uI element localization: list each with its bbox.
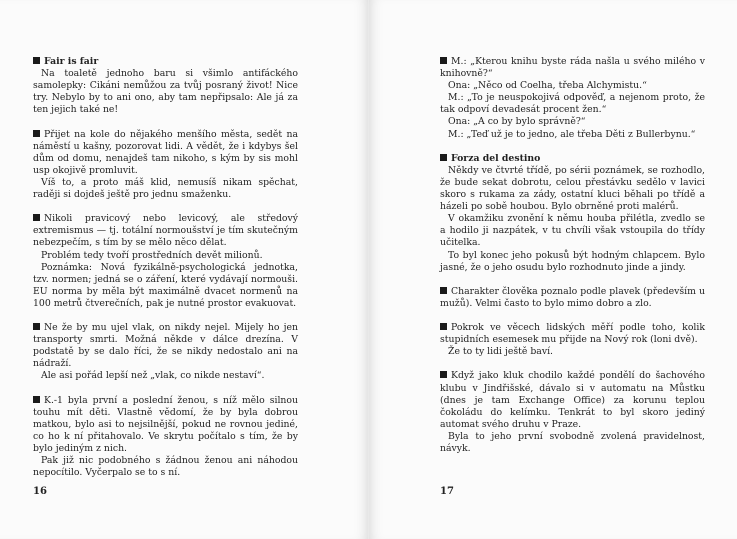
paragraph-text: M.: „Kterou knihu byste ráda našla u svého milého v knihovně?“ bbox=[440, 56, 705, 80]
paragraph-text: Charakter člověka poznalo podle plavek (především u mužů). Velmi často to bylo mimo dobro a zlo. bbox=[440, 285, 705, 309]
paragraph bbox=[33, 395, 298, 455]
paragraph bbox=[33, 213, 298, 249]
paragraph-text: Když jako kluk chodilo každé pondělí do šachového klubu v Jindřišské, dávalo si v automatu na Můstku (dnes je tam Exchange Office) za korunu teplou čokoládu do kelímku. Tenkrát to byl skoro jediný automat svého druhu v Praze. bbox=[440, 370, 705, 430]
paragraph: Na toaletě jednoho baru si všimlo antifáckého samolepky: Cikáni nemůžou za tvůj posraný život! Nice try. Nebylo by to ani ono, aby tam nepřipsalo: Ale já za ten jejich také ne! bbox=[33, 68, 298, 116]
paragraph: Víš to, a proto máš klid, nemusíš nikam spěchat, raději si dojdeš ještě pro jednu smaženku. bbox=[33, 176, 298, 201]
section-square-icon bbox=[440, 57, 447, 64]
section-square-icon bbox=[440, 287, 447, 294]
section bbox=[33, 129, 298, 202]
paragraph-text: Přijet na kole do nějakého menšího města, sedět na náměstí u kašny, pozorovat lidi. A vědět, že i kdybys šel dům od domu, nenajdeš tam nikoho, s kým by sis mohl usp okojivě promluvit. bbox=[33, 128, 298, 176]
section-square-icon bbox=[33, 57, 40, 64]
paragraph: Ona: „A co by bylo správně?“ bbox=[448, 116, 586, 128]
paragraph-text: Pokrok ve věcech lidských měří podle toho, kolik stupidních esemesek mu přijde na Nový rok (loni dvě). bbox=[440, 322, 705, 346]
paragraph: To byl konec jeho pokusů být hodným chlapcem. Bylo jasné, že o jeho osudu bylo rozhodnuto jinde a jindy. bbox=[440, 249, 705, 273]
paragraph-text: Nikoli pravicový nebo levicový, ale středový extremismus — tj. totální normoušství je tím skutečným nebezpečím, s tím by se mělo něco dělat. bbox=[33, 213, 298, 249]
section-square-icon bbox=[440, 323, 447, 330]
section bbox=[440, 153, 705, 274]
paragraph bbox=[440, 56, 705, 80]
page-number: 16 bbox=[33, 486, 47, 497]
section-square-icon bbox=[33, 130, 40, 137]
page-number: 17 bbox=[440, 486, 454, 497]
paragraph-text: K.-1 byla první a poslední ženou, s níž mělo silnou touhu mít děti. Vlastně vědomí, že by byla dobrou matkou, bylo asi to nejsilnější, pokud ne rovnou jediné, co ho k ní přitahovalo. Ve skrytu počítalo s tím, že by bylo jediným z nich. bbox=[33, 394, 298, 454]
section-square-icon bbox=[33, 323, 40, 330]
paragraph: M.: „To je neuspokojivá odpověď, a nejenom proto, že tak odpoví devadesát procent žen.“ bbox=[440, 92, 705, 116]
paragraph: M.: „Teď už je to jedno, ale třeba Děti z Bullerbynu.“ bbox=[448, 128, 696, 140]
paragraph-text: Ne že by mu ujel vlak, on nikdy nejel. Mijely ho jen transporty smrti. Možná někde v dálce drezína. V podstatě by se dalo říci, že se nikdy nedostalo ani na nádraží. bbox=[33, 322, 298, 370]
paragraph bbox=[33, 56, 298, 68]
paragraph bbox=[440, 322, 705, 346]
section bbox=[33, 395, 298, 480]
left-page-text bbox=[33, 56, 298, 491]
paragraph: Problém tedy tvoří prostředních devět milionů. bbox=[41, 249, 263, 261]
section-heading: Fair is fair bbox=[44, 56, 99, 67]
section bbox=[440, 322, 705, 358]
paragraph bbox=[440, 370, 705, 430]
paragraph: Poznámka: Nová fyzikálně-psychologická jednotka, tzv. normen; jedná se o záření, které vydávají normouši. EU norma by měla být maximálně dvacet normenů na 100 metrů čtverečních, pak je nutné prostor evakuovat. bbox=[33, 261, 298, 309]
right-page-text bbox=[440, 56, 705, 467]
paragraph: V okamžiku zvonění k němu houba přilétla, zvedlo se a hodilo ji nazpátek, v tu chvíli však vstoupila do třídy učitelka. bbox=[440, 213, 705, 249]
paragraph: Že to ty lidi ještě baví. bbox=[448, 346, 553, 358]
section-square-icon bbox=[440, 371, 447, 378]
paragraph: Byla to jeho první svobodně zvolená pravidelnost, návyk. bbox=[440, 430, 705, 454]
section-square-icon bbox=[33, 396, 40, 403]
section-heading: Forza del destino bbox=[451, 152, 541, 164]
section bbox=[33, 213, 298, 310]
paragraph: Pak již nic podobného s žádnou ženou ani náhodou nepocítilo. Vyčerpalo se to s ní. bbox=[33, 455, 298, 479]
paragraph bbox=[440, 153, 705, 165]
paragraph bbox=[440, 286, 705, 310]
section-square-icon bbox=[33, 214, 40, 221]
paragraph: Někdy ve čtvrté třídě, po sérii poznámek, se rozhodlo, že bude sekat dobrotu, celou přestávku sedělo v lavici skoro s rukama za zády, ostatní kluci běhali po třídě a házeli po sobě houbou. Bylo obrněné proti malérů. bbox=[440, 164, 705, 213]
section bbox=[440, 370, 705, 455]
paragraph: Ona: „Něco od Coelha, třeba Alchymistu.“ bbox=[448, 80, 647, 92]
paragraph bbox=[33, 129, 298, 177]
paragraph bbox=[33, 322, 298, 370]
paragraph: Ale asi pořád lepší než „vlak, co nikde nestaví“. bbox=[41, 370, 265, 382]
section bbox=[33, 56, 298, 116]
section bbox=[33, 322, 298, 382]
left-page bbox=[0, 0, 368, 539]
section bbox=[440, 56, 705, 141]
section-square-icon bbox=[440, 154, 447, 161]
section bbox=[440, 286, 705, 310]
right-page bbox=[369, 0, 737, 539]
